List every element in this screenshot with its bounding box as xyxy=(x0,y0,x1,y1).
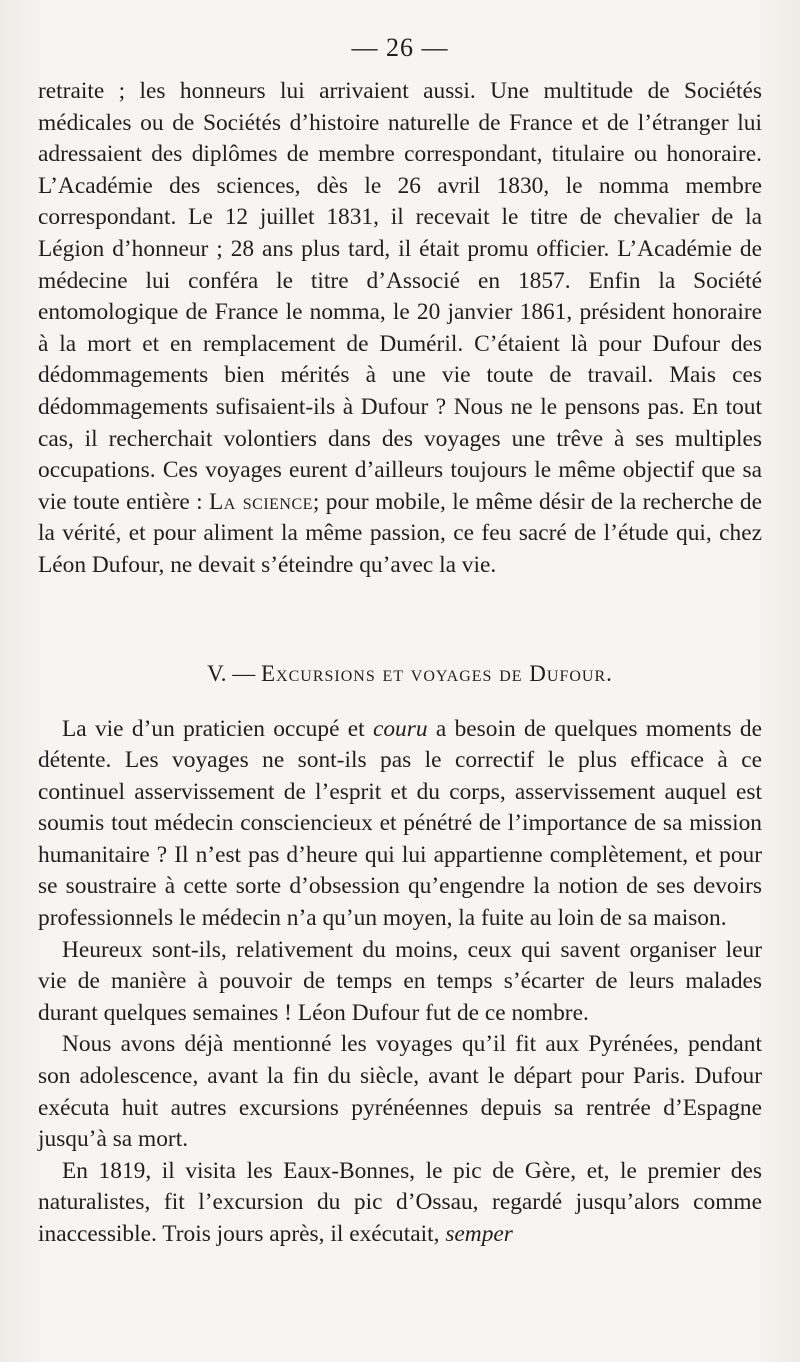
section-numeral: V. — xyxy=(207,660,261,686)
italic-term: semper xyxy=(445,1221,513,1247)
paragraph-text: Heureux sont-ils, relativement du moins, ceux qui savent organiser leur vie de manière à pouvoir de temps en temps s’écarter de leurs malades durant quelques semaines ! Léon Dufour fut de ce nombre. xyxy=(38,936,762,1026)
paragraph-text: La vie d’un praticien occupé et xyxy=(62,715,373,742)
paragraph-text: En 1819, il visita les Eaux-Bonnes, le pic de Gère, et, le premier des naturalistes, fit l’excursion du pic d’Ossau, regardé jusqu’alors comme inaccessible. Trois jours après, il exécutait, xyxy=(38,1157,762,1247)
paragraph-text: retraite ; les honneurs lui arrivaient aussi. Une multitude de Sociétés médicales ou de Sociétés d’histoire naturelle de France et de l’étranger lui adressaient des diplômes de membre correspondant, titulaire ou honoraire. L’Académie des sciences, dès le 26 avril 1830, le nomma membre correspondant. Le 12 juillet 1831, il recevait le titre de chevalier de la Légion d’honneur ; 28 ans plus tard, il était promu officier. L’Académie de médecine lui conféra le titre d’Associé en 1857. Enfin la Société entomologique de France le nomma, le 20 janvier 1861, président honoraire à la mort et en remplacement de Duméril. C’étaient là pour Dufour des dédommagements bien mérités à une vie toute de travail. Mais ces dédommagements sufisaient-ils à Dufour ? Nous ne le pensons pas. En tout cas, il recherchait volontiers dans des voyages une trêve à ses multiples occupations. Ces voyages eurent d’ailleurs toujours le même objectif que sa vie toute entière : xyxy=(38,78,762,515)
paragraph-travel-need xyxy=(38,714,762,935)
section-title: Excursions et voyages de Dufour. xyxy=(261,660,613,686)
paragraph-1819 xyxy=(38,1156,762,1251)
paragraph-text: a besoin de quelques moments de détente. Les voyages ne sont-ils pas le correctif le plus efficace à ce continuel asservissement de l’esprit et du corps, asservissement auquel est soumis tout médecin consciencieux et pénétré de l’importance de sa mission humanitaire ? Il n’est pas d’heure qui lui appartienne complètement, et pour se soustraire à cette sorte d’obsession qu’engendre la notion de ses devoirs professionnels le médecin n’a qu’un moyen, la fuite au loin de sa maison. xyxy=(38,715,762,932)
section-heading xyxy=(38,658,762,690)
paragraph-honours xyxy=(38,76,762,582)
italic-term: couru xyxy=(372,715,428,742)
paragraph-text: Nous avons déjà mentionné les voyages qu’il fit aux Pyrénées, pendant son adolescence, avant la fin du siècle, avant le départ pour Paris. Dufour exécuta huit autres excursions pyrénéennes depuis sa rentrée d’Espagne jusqu’à sa mort. xyxy=(38,1031,762,1153)
page-number: — 26 — xyxy=(351,33,449,62)
paragraph-happy-few xyxy=(38,935,762,1030)
small-caps-term: La science xyxy=(209,488,313,515)
paragraph-pyrenees xyxy=(38,1029,762,1155)
paragraph-text: ; pour mobile, le même désir de la recherche de la vérité, et pour aliment la même passion, ce feu sacré de l’étude qui, chez Léon Dufour, ne devait s’éteindre qu’avec la vie. xyxy=(38,488,762,578)
